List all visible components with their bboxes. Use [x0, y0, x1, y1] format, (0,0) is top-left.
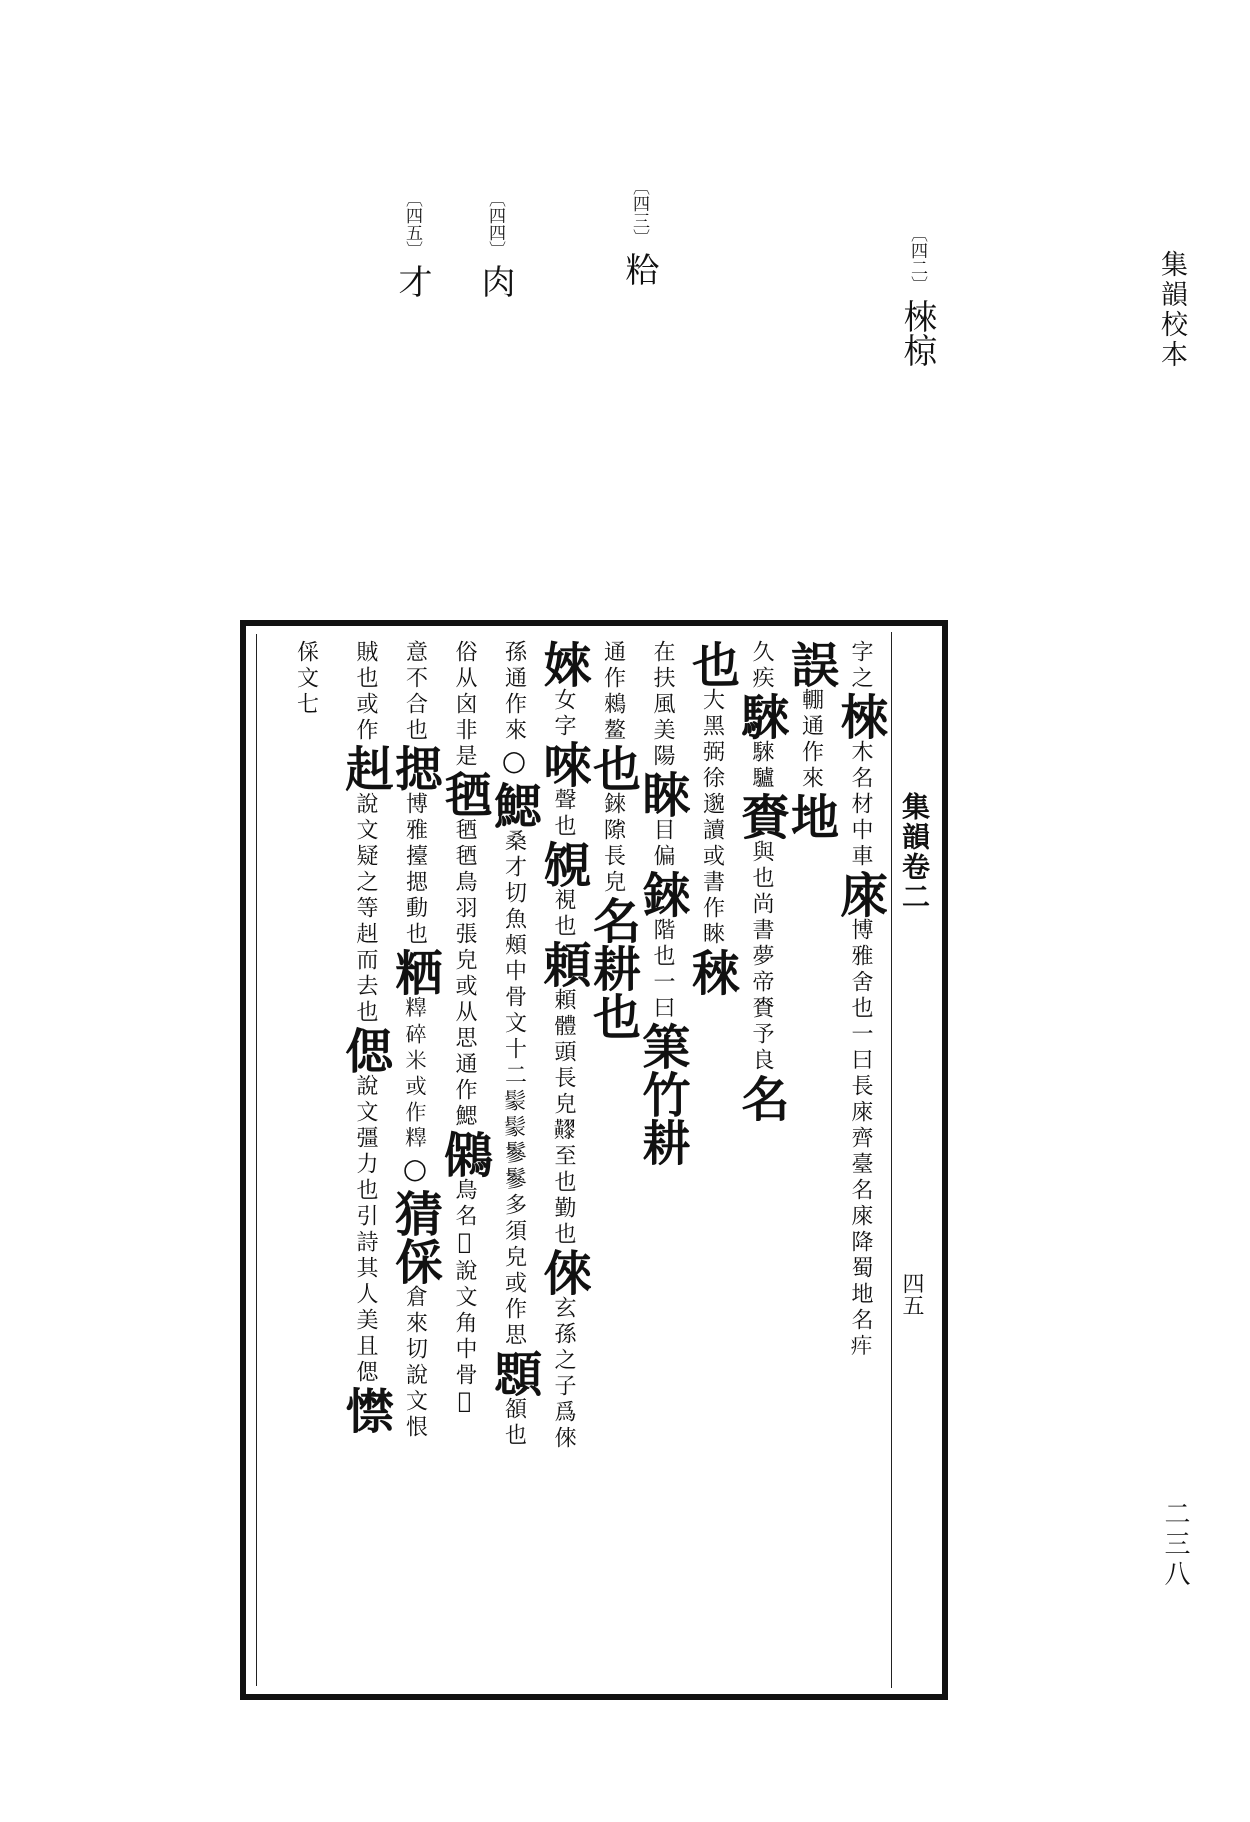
gloss: 鬖鬖多須皃或作思 [501, 1141, 527, 1349]
column-text [782, 640, 839, 840]
note-number: 〔四四〕 [485, 190, 505, 258]
headword: 顋 [485, 1349, 542, 1397]
gloss: 齊臺名庲降蜀地名 [848, 1126, 873, 1334]
column-text [832, 640, 888, 1360]
headword: 粞 [386, 948, 443, 996]
gloss: 說文角中骨 [452, 1259, 477, 1389]
headword: 鰓 [485, 781, 542, 829]
column-text [584, 640, 641, 1040]
gloss: 碎米或作𥼺 [402, 1022, 428, 1152]
headword: 婡 [535, 640, 591, 688]
note-text: 肉 [475, 264, 515, 298]
note-number: 〔四五〕 [402, 190, 422, 258]
gloss: 𩭐 [501, 1089, 527, 1115]
column-text [535, 640, 591, 1452]
text-column [292, 640, 338, 1680]
gloss: 𩶒 [452, 1230, 477, 1259]
gloss: 玄孫之子爲倈 [551, 1296, 576, 1452]
note-text: 才 [392, 264, 432, 298]
headword: 揌 [386, 744, 443, 792]
text-column [683, 640, 740, 1680]
gloss: 說文疑之等赳而去也 [353, 792, 378, 1026]
gloss: 木名材中車 [848, 740, 873, 870]
gloss: 說文彊力也引詩其人美且偲 [353, 1074, 378, 1386]
headword: 竹 [634, 1070, 690, 1118]
gloss: 桑才切魚頰中骨文十二 [501, 829, 527, 1089]
gloss: 𪏧 [551, 1118, 576, 1144]
headword: 耕 [584, 944, 641, 992]
gloss: 博雅舍也一曰長庲 [848, 918, 873, 1126]
collation-note-42 [897, 225, 937, 367]
note-number: 〔四三〕 [629, 178, 649, 246]
gloss: 𥼺 [402, 996, 428, 1022]
column-text [436, 640, 492, 1418]
headword: 毢 [436, 770, 492, 818]
gloss: 意不合也 [402, 640, 428, 744]
text-column [832, 640, 888, 1680]
section-mark: ○ [497, 744, 531, 781]
headword: 筙 [634, 1022, 690, 1070]
column-text [485, 640, 542, 1449]
headword: 名 [733, 1074, 789, 1122]
gloss: 輣通作來 [798, 688, 824, 792]
header-strip [891, 632, 936, 1688]
headword: 赳 [337, 744, 393, 792]
gloss: 頟也 [501, 1397, 527, 1449]
headword: 䅘 [683, 948, 740, 996]
gloss: 聲也 [551, 788, 576, 840]
text-column [535, 640, 591, 1680]
headword: 耕 [634, 1118, 690, 1166]
text-column [485, 640, 542, 1680]
collation-note-44 [475, 190, 515, 298]
headword: 也 [584, 744, 641, 792]
gloss: 階也一曰 [650, 918, 675, 1022]
block-header: 集韻卷二 [898, 792, 931, 912]
headword: 倈 [535, 1248, 591, 1296]
gloss: 𢝊 [452, 1389, 477, 1418]
margin-title: 集韻校本 [1156, 250, 1187, 370]
gloss: 錸𨻶長皃 [600, 792, 626, 896]
gloss: 倉來切說文恨 [402, 1285, 428, 1441]
gloss: 大黑 [699, 688, 725, 740]
headword: 庲 [832, 870, 888, 918]
headword: 錸 [634, 870, 690, 918]
gloss: 孫通作來 [501, 640, 527, 744]
headword: 㦗 [337, 1386, 393, 1434]
gloss: 弼徐邈讀或書作睞 [699, 740, 725, 948]
column-text [292, 640, 320, 718]
text-column [337, 640, 393, 1680]
headword: 騋 [733, 692, 789, 740]
gloss: 女字 [551, 688, 576, 740]
folio-mark: 四五 [899, 1272, 924, 1316]
column-text [683, 640, 740, 996]
text-column [584, 640, 641, 1680]
section-mark: ○ [398, 1152, 432, 1189]
headword: 倸 [386, 1237, 443, 1285]
gloss: 目偏 [650, 818, 675, 870]
gloss: 久疾 [749, 640, 774, 692]
collation-note-43 [619, 178, 659, 286]
text-column [733, 640, 789, 1680]
headword: 䳰 [436, 1130, 492, 1178]
headword: 唻 [535, 740, 591, 788]
gloss: 至也勤也 [551, 1144, 576, 1248]
gloss: 在扶風美陽 [650, 640, 675, 770]
gloss: 字之 [848, 640, 873, 692]
gloss: 博雅擡揌動也 [402, 792, 428, 948]
gloss: 倸文七 [293, 640, 319, 718]
text-column [386, 640, 443, 1680]
gloss: 賊也或作 [353, 640, 378, 744]
gloss: 通作鶆鳌 [600, 640, 626, 744]
text-column [782, 640, 839, 1680]
gloss: 𤵃 [848, 1334, 873, 1360]
column-text [386, 640, 443, 1441]
headword: 棶 [832, 692, 888, 740]
gloss: 鳥名 [452, 1178, 477, 1230]
column-text [634, 640, 690, 1166]
text-column [634, 640, 690, 1680]
headword: 偲 [337, 1026, 393, 1074]
gloss: 視也 [551, 888, 576, 940]
headword: 也 [584, 992, 641, 1040]
headword: 誤 [782, 640, 839, 688]
note-text: 粭 [619, 252, 659, 286]
column-text [733, 640, 789, 1122]
note-text: 棶椋 [897, 299, 937, 367]
column-text [337, 640, 393, 1434]
page-number: 二三八 [1160, 1500, 1190, 1590]
note-number: 〔四二〕 [907, 225, 927, 293]
headword: 頼 [535, 940, 591, 988]
gloss: 與也尚書夢帝賚予良 [749, 840, 774, 1074]
headword: 也 [683, 640, 740, 688]
headword: 名 [584, 896, 641, 944]
collation-note-45 [392, 190, 432, 298]
headword: 猜 [386, 1189, 443, 1237]
headword: 覙 [535, 840, 591, 888]
gloss: 頼體頭長皃 [551, 988, 576, 1118]
text-column [436, 640, 492, 1680]
gloss: 毢毢鳥羽張皃或从思通作鰓 [452, 818, 477, 1130]
headword: 賚 [733, 792, 789, 840]
headword: 睞 [634, 770, 690, 818]
gloss: 騋驢 [749, 740, 774, 792]
woodblock-page-frame [240, 620, 948, 1700]
gloss: 𩭐 [501, 1115, 527, 1141]
gloss: 俗从囟非是 [452, 640, 477, 770]
headword: 地 [782, 792, 839, 840]
